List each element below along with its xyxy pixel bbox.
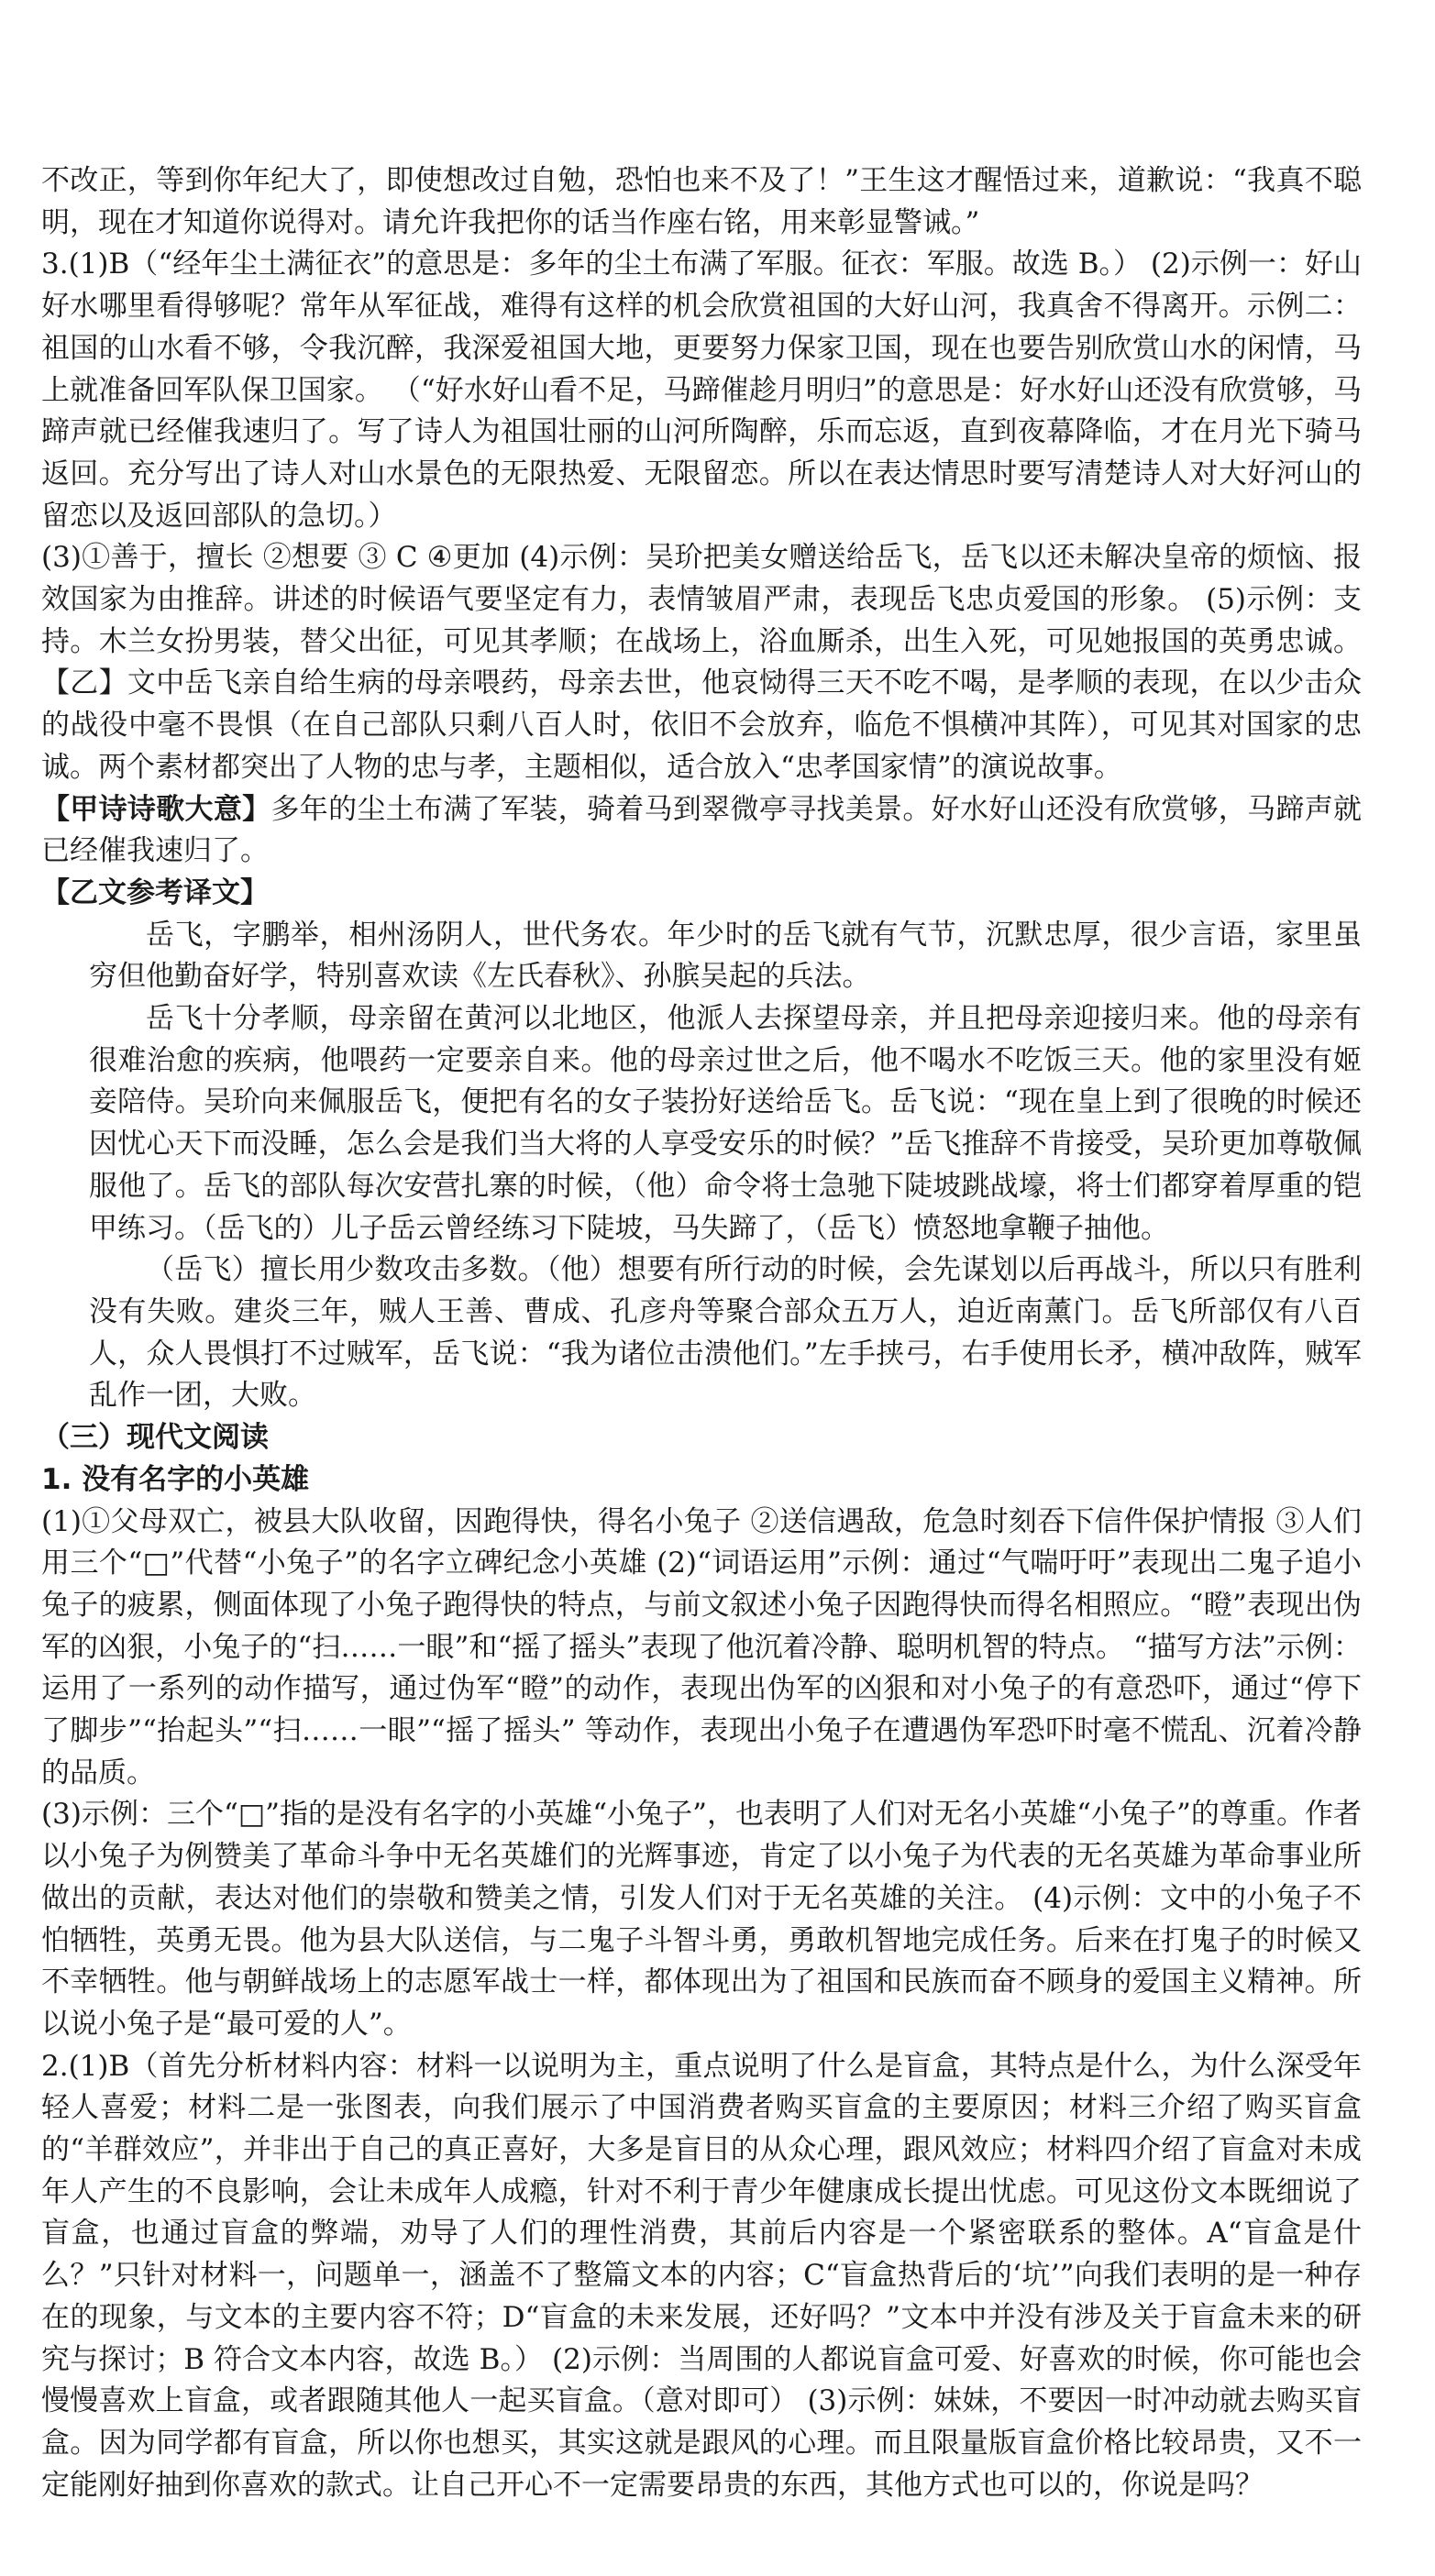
poem-meaning-text: 多年的尘土布满了军装，骑着马到翠微亭寻找美景。好水好山还没有欣赏够，马蹄声就已经催我速归了。 xyxy=(41,792,1363,868)
paragraph-q3-1-2: 3.(1)B（“经年尘土满征衣”的意思是：多年的尘土布满了军服。征衣：军服。故选 B。） (2)示例一：好山好水哪里看得够呢？常年从军征战，难得有这样的机会欣赏祖国的大好山河，我真舍不得离开。示例二：祖国的山水看不够，令我沉醉，我深爱祖国大地，更要努力保家卫国，现在也要告别欣赏山水的闲情，马上就准备回军队保卫国家。 （“好水好山看不足，马蹄催趁月明归”的意思是：好水好山还没有欣赏够，马蹄声就已经催我速归了。写了诗人为祖国壮丽的山河所陶醉，乐而忘返，直到夜幕降临，才在月光下骑马返回。充分写出了诗人对山水景色的无限热爱、无限留恋。所以在表达情思时要写清楚诗人对大好河山的留恋以及返回部队的急切。） xyxy=(41,248,1362,533)
poem-meaning xyxy=(41,789,1362,873)
section-modern-reading-title: （三）现代文阅读 xyxy=(41,1421,269,1455)
question-2-answer: 2.(1)B（首先分析材料内容：材料一以说明为主，重点说明了什么是盲盒，其特点是什么，为什么深受年轻人喜爱；材料二是一张图表，向我们展示了中国消费者购买盲盒的主要原因；材料三介绍了购买盲盒的“羊群效应”，并非出于自己的真正喜好，大多是盲目的从众心理，跟风效应；材料四介绍了盲盒对未成年人产生的不良影响，会让未成年人成瘾，针对不利于青少年健康成长提出忧虑。可见这份文本既细说了盲盒，也通过盲盒的弊端，劝导了人们的理性消费，其前后内容是一个紧密联系的整体。A“盲盒是什么？”只针对材料一，问题单一，涵盖不了整篇文本的内容；C“盲盒热背后的‘坑’”向我们表明的是一种存在的现象，与文本的主要内容不符；D“盲盒的未来发展，还好吗？”文本中并没有涉及关于盲盒未来的研究与探讨；B 符合文本内容，故选 B。） (2)示例：当周围的人都说盲盒可爱、好喜欢的时候，你可能也会慢慢喜欢上盲盒，或者跟随其他人一起买盲盒。（意对即可） (3)示例：妹妹，不要因一时冲动就去购买盲盒。因为同学都有盲盒，所以你也想买，其实这就是跟风的心理。而且限量版盲盒价格比较昂贵，又不一定能刚好抽到你喜欢的款式。让自己开心不一定需要昂贵的东西，其他方式也可以的，你说是吗？ xyxy=(41,2049,1362,2502)
answer-page xyxy=(41,160,1362,2506)
translation-paragraph-2: 岳飞十分孝顺，母亲留在黄河以北地区，他派人去探望母亲，并且把母亲迎接归来。他的母亲有很难治愈的疾病，他喂药一定要亲自来。他的母亲过世之后，他不喝水不吃饭三天。他的家里没有姬妾陪侍。吴玠向来佩服岳飞，便把有名的女子装扮好送给岳飞。岳飞说：“现在皇上到了很晚的时候还因忧心天下而没睡，怎么会是我们当大将的人享受安乐的时候？”岳飞推辞不肯接受，吴玠更加尊敬佩服他了。岳飞的部队每次安营扎寨的时候，（他）命令将士急驰下陡坡跳战壕，将士们都穿着厚重的铠甲练习。（岳飞的）儿子岳云曾经练习下陡坡，马失蹄了，（岳飞）愤怒地拿鞭子抽他。 xyxy=(89,1002,1362,1245)
paragraph-q3-3-5: (3)①善于，擅长 ②想要 ③ C ④更加 (4)示例：吴玠把美女赠送给岳飞，岳飞以还未解决皇帝的烦恼、报效国家为由推辞。讲述的时候语气要坚定有力，表情皱眉严肃，表现岳飞忠贞爱国的形象。 (5)示例：支持。木兰女扮男装，替父出征，可见其孝顺；在战场上，浴血厮杀，出生入死，可见她报国的英勇忠诚。【乙】文中岳飞亲自给生病的母亲喂药，母亲去世，他哀恸得三天不吃不喝，是孝顺的表现，在以少击众的战役中毫不畏惧（在自己部队只剩八百人时，依旧不会放弃，临危不惧横冲其阵），可见其对国家的忠诚。两个素材都突出了人物的忠与孝，主题相似，适合放入“忠孝国家情”的演说故事。 xyxy=(41,541,1362,784)
question-1-answer-b: (3)示例：三个“□”指的是没有名字的小英雄“小兔子”，也表明了人们对无名小英雄“小兔子”的尊重。作者以小兔子为例赞美了革命斗争中无名英雄们的光辉事迹，肯定了以小兔子为代表的无名英雄为革命事业所做出的贡献，表达对他们的崇敬和赞美之情，引发人们对于无名英雄的关注。 (4)示例：文中的小兔子不怕牺牲，英勇无畏。他为县大队送信，与二鬼子斗智斗勇，勇敢机智地完成任务。后来在打鬼子的时候又不幸牺牲。他与朝鲜战场上的志愿军战士一样，都体现出为了祖国和民族而奋不顾身的爱国主义精神。所以说小兔子是“最可爱的人”。 xyxy=(41,1798,1362,2041)
poem-meaning-heading: 【甲诗诗歌大意】 xyxy=(41,792,271,826)
translation-heading: 【乙文参考译文】 xyxy=(41,875,269,909)
paragraph-wang-sheng: 不改正，等到你年纪大了，即使想改过自勉，恐怕也来不及了！”王生这才醒悟过来，道歉说：“我真不聪明，现在才知道你说得对。请允许我把你的话当作座右铭，用来彰显警诫。” xyxy=(41,164,1362,239)
translation-paragraph-1: 岳飞，字鹏举，相州汤阴人，世代务农。年少时的岳飞就有气节，沉默忠厚，很少言语，家里虽穷但他勤奋好学，特别喜欢读《左氏春秋》、孙膑吴起的兵法。 xyxy=(89,918,1362,994)
translation-paragraph-3: （岳飞）擅长用少数攻击多数。（他）想要有所行动的时候，会先谋划以后再战斗，所以只有胜利没有失败。建炎三年，贼人王善、曹成、孔彦舟等聚合部众五万人，迫近南薰门。岳飞所部仅有八百人，众人畏惧打不过贼军，岳飞说：“我为诸位击溃他们。”左手挟弓，右手使用长矛，横冲敌阵，贼军乱作一团，大败。 xyxy=(89,1253,1362,1413)
question-1-answer-a: (1)①父母双亡，被县大队收留，因跑得快，得名小兔子 ②送信遇敌，危急时刻吞下信件保护情报 ③人们用三个“□”代替“小兔子”的名字立碑纪念小英雄 (2)“词语运用”示例：通过“气喘吁吁”表现出二鬼子追小兔子的疲累，侧面体现了小兔子跑得快的特点，与前文叙述小兔子因跑得快而得名相照应。“瞪”表现出伪军的凶狠，小兔子的“扫……一眼”和“摇了摇头”表现了他沉着冷静、聪明机智的特点。 “描写方法”示例：运用了一系列的动作描写，通过伪军“瞪”的动作，表现出伪军的凶狠和对小兔子的有意恐吓，通过“停下了脚步”“抬起头”“扫……一眼”“摇了摇头” 等动作，表现出小兔子在遭遇伪军恐吓时毫不慌乱、沉着冷静的品质。 xyxy=(41,1504,1362,1789)
question-1-title: 1. 没有名字的小英雄 xyxy=(41,1462,310,1496)
